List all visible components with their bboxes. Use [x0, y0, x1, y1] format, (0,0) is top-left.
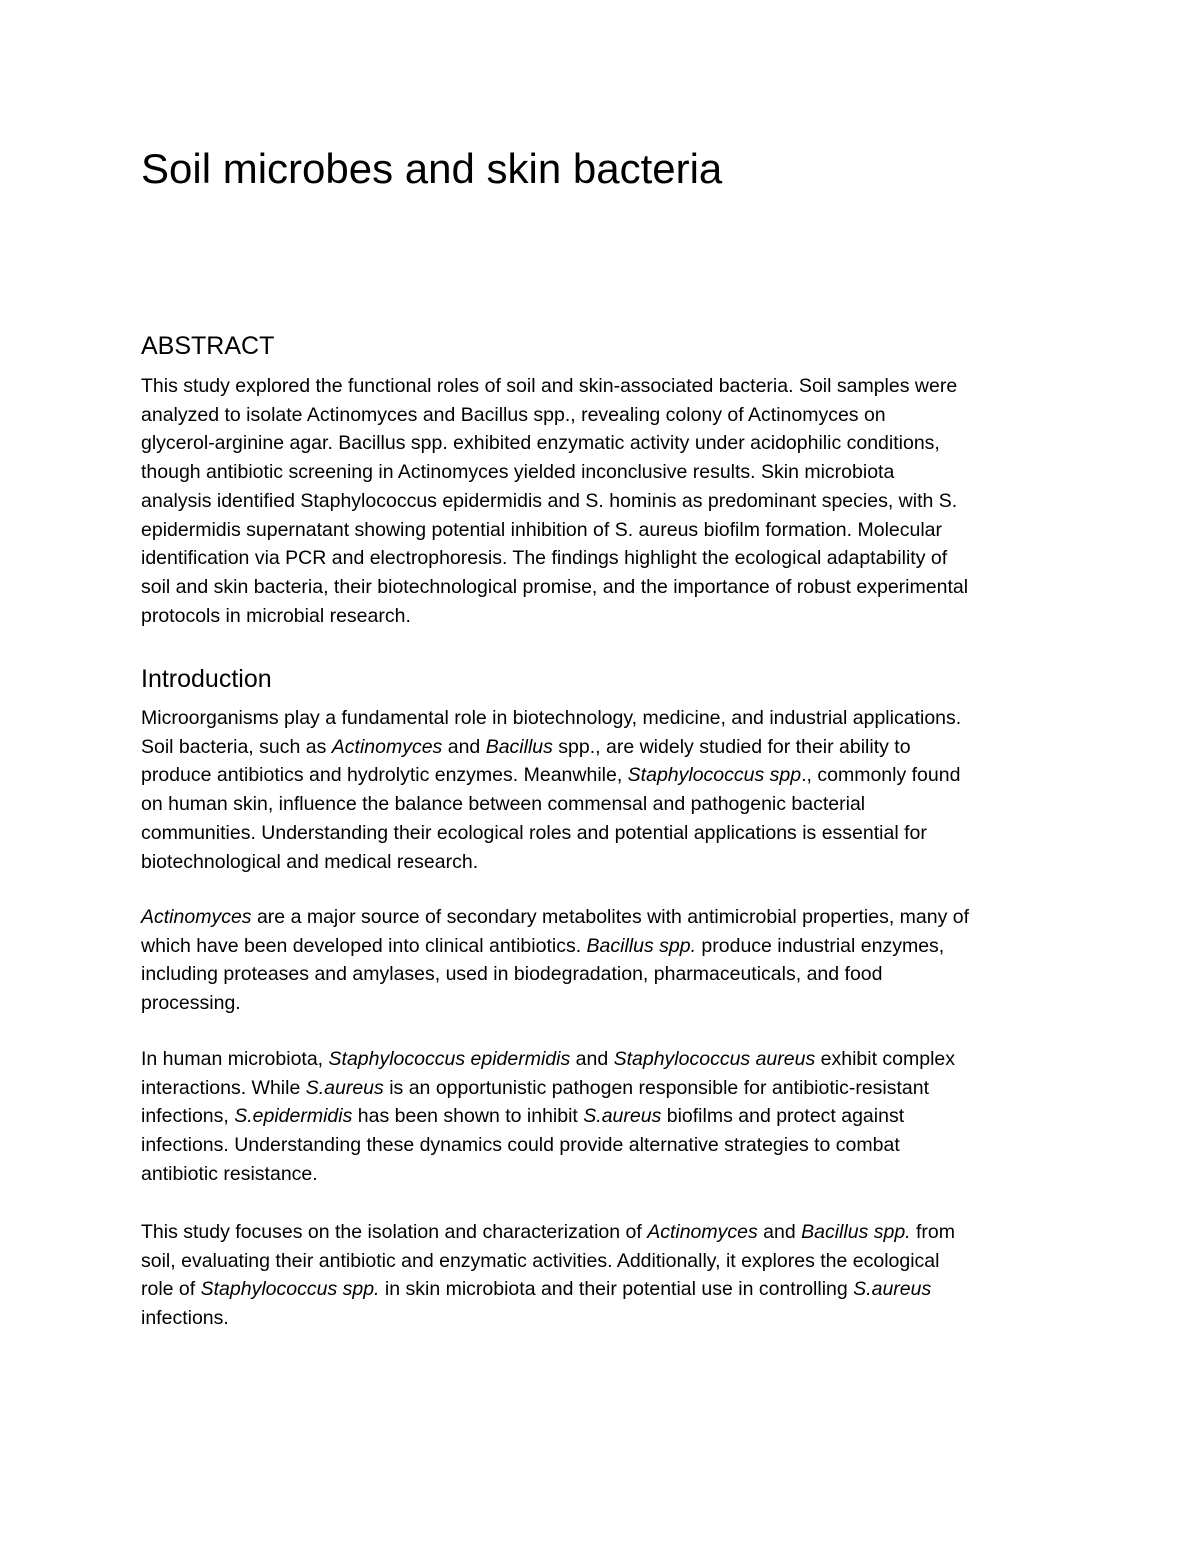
abstract-line: identification via PCR and electrophoresis. The findings highlight the ecological adaptability of — [141, 547, 948, 570]
text-line: biotechnological and medical research. — [141, 850, 479, 873]
species-name: Staphylococcus spp. — [200, 1278, 380, 1301]
introduction-heading: Introduction — [141, 665, 272, 693]
text-line: soil, evaluating their antibiotic and enzymatic activities. Additionally, it explores the ecological — [141, 1249, 940, 1272]
species-name: Bacillus — [485, 735, 553, 758]
abstract-line: analysis identified Staphylococcus epidermidis and S. hominis as predominant species, with S. — [141, 489, 958, 512]
text-line: communities. Understanding their ecological roles and potential applications is essential for — [141, 821, 927, 844]
document-title: Soil microbes and skin bacteria — [141, 145, 723, 192]
text-line: Microorganisms play a fundamental role in biotechnology, medicine, and industrial applications. — [141, 707, 962, 729]
abstract-line: analyzed to isolate Actinomyces and Bacillus spp., revealing colony of Actinomyces on — [141, 403, 886, 426]
text-line: infections. — [141, 1307, 229, 1330]
text-line: interactions. While S.aureus is an opportunistic pathogen responsible for antibiotic-resistant — [141, 1076, 930, 1099]
species-name: S.aureus — [853, 1278, 932, 1301]
abstract-line: protocols in microbial research. — [141, 604, 411, 627]
species-name: Actinomyces — [647, 1221, 758, 1243]
text-line: including proteases and amylases, used in biodegradation, pharmaceuticals, and food — [141, 963, 883, 986]
text-line: antibiotic resistance. — [141, 1162, 318, 1185]
text-line: infections, S.epidermidis has been shown to inhibit S.aureus biofilms and protect against — [141, 1105, 905, 1128]
species-name: S.aureus — [583, 1105, 662, 1128]
abstract-paragraph — [141, 372, 1066, 630]
species-name: Bacillus spp. — [801, 1221, 911, 1243]
text-line: produce antibiotics and hydrolytic enzymes. Meanwhile, Staphylococcus spp., commonly found — [141, 764, 961, 787]
text-line: Soil bacteria, such as Actinomyces and Bacillus spp., are widely studied for their ability to — [141, 735, 911, 758]
introduction-paragraph-2 — [141, 903, 1066, 1018]
text-line: role of Staphylococcus spp. in skin microbiota and their potential use in controlling S.aureus — [141, 1278, 932, 1301]
species-name: Staphylococcus epidermidis — [328, 1048, 571, 1070]
abstract-line: epidermidis supernatant showing potential inhibition of S. aureus biofilm formation. Molecular — [141, 518, 943, 541]
text-line: on human skin, influence the balance between commensal and pathogenic bacterial — [141, 793, 866, 816]
species-name: Bacillus spp. — [586, 934, 696, 957]
species-name: S.aureus — [305, 1076, 384, 1099]
species-name: S.epidermidis — [234, 1105, 353, 1128]
abstract-line: soil and skin bacteria, their biotechnological promise, and the importance of robust experimental — [141, 575, 969, 598]
introduction-paragraph-4 — [141, 1218, 1066, 1333]
text-line: This study focuses on the isolation and characterization of Actinomyces and Bacillus spp. from — [141, 1221, 956, 1243]
abstract-line: glycerol-arginine agar. Bacillus spp. exhibited enzymatic activity under acidophilic conditions, — [141, 432, 940, 455]
text-line: In human microbiota, Staphylococcus epidermidis and Staphylococcus aureus exhibit complex — [141, 1048, 956, 1070]
introduction-paragraph-3 — [141, 1045, 1066, 1189]
introduction-paragraph-1 — [141, 704, 1066, 876]
abstract-heading: ABSTRACT — [141, 332, 275, 360]
species-name: Actinomyces — [141, 906, 252, 928]
species-name: Actinomyces — [331, 735, 443, 758]
text-line: which have been developed into clinical antibiotics. Bacillus spp. produce industrial enzymes, — [141, 934, 945, 957]
abstract-line: though antibiotic screening in Actinomyces yielded inconclusive results. Skin microbiota — [141, 461, 895, 484]
species-name: Staphylococcus spp — [627, 764, 802, 787]
text-line: infections. Understanding these dynamics could provide alternative strategies to combat — [141, 1134, 900, 1157]
species-name: Staphylococcus aureus — [613, 1048, 816, 1070]
text-line: Actinomyces are a major source of secondary metabolites with antimicrobial properties, many of — [141, 906, 970, 928]
abstract-line: This study explored the functional roles of soil and skin-associated bacteria. Soil samples were — [141, 375, 958, 397]
text-line: processing. — [141, 992, 241, 1015]
